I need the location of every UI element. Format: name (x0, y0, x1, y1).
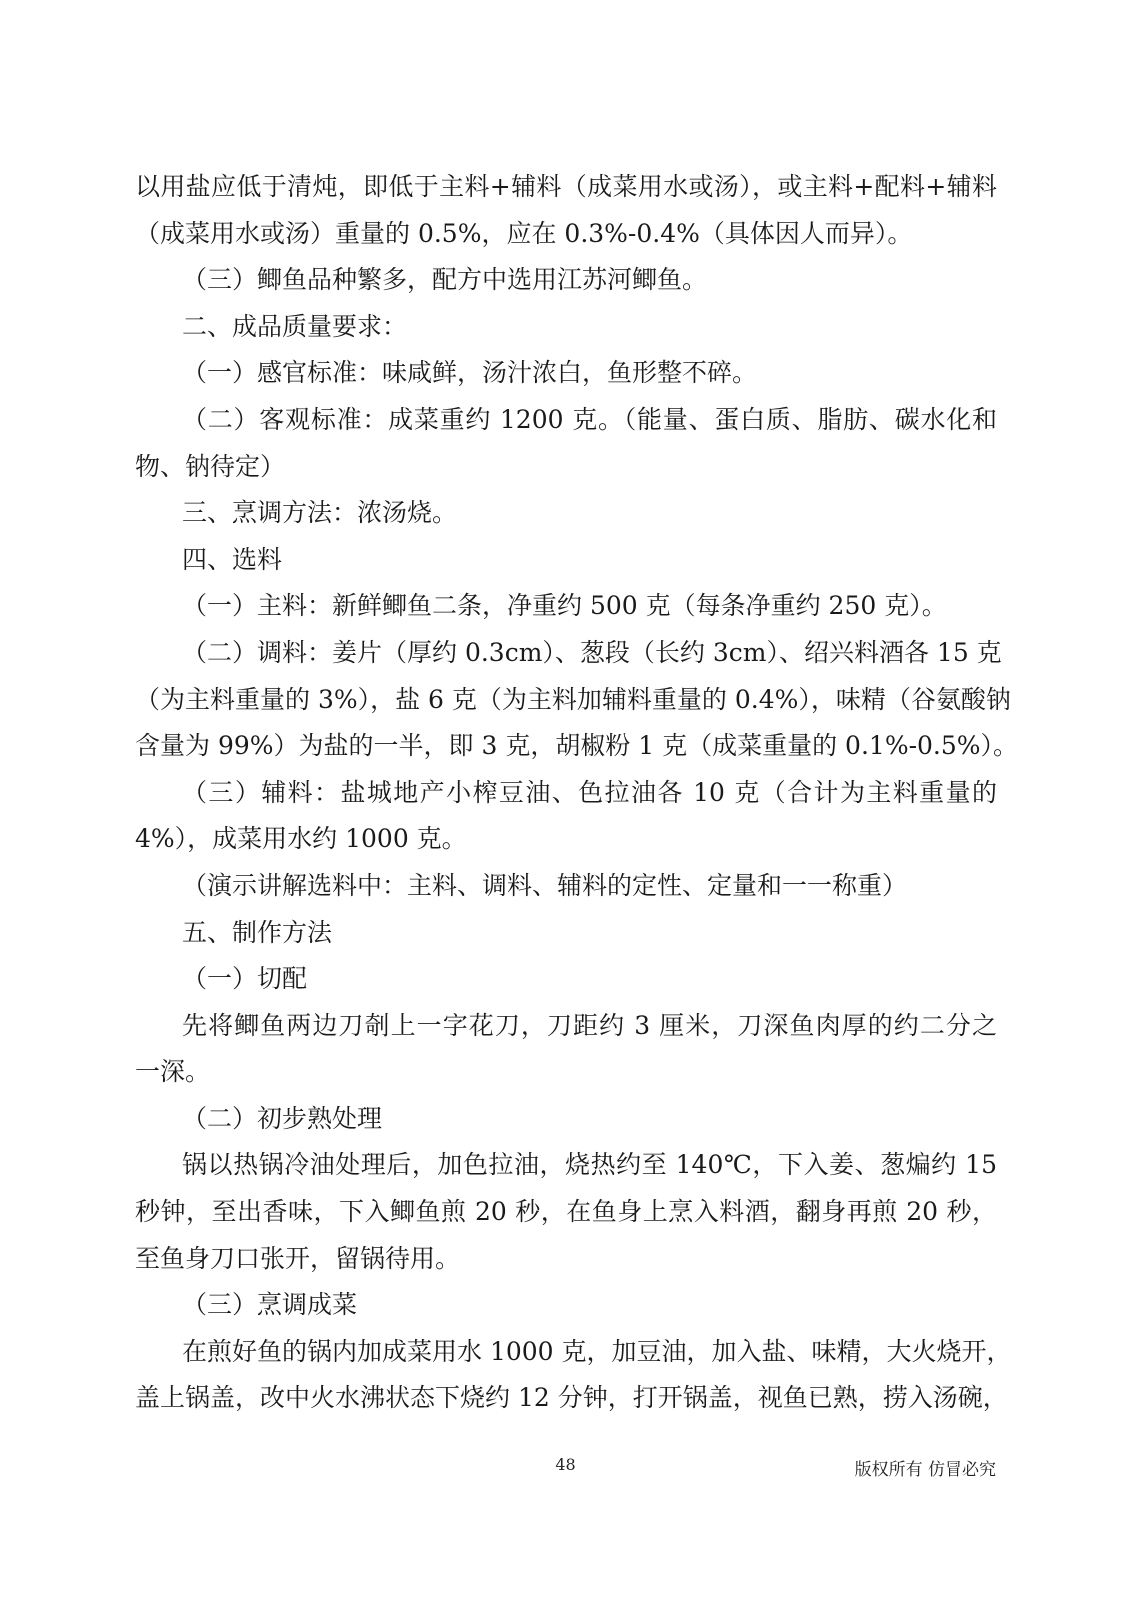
paragraph-line: （三）鲫鱼品种繁多，配方中选用江苏河鲫鱼。 (182, 265, 708, 295)
paragraph-line: 在煎好鱼的锅内加成菜用水 1000 克，加豆油，加入盐、味精，大火烧开， (182, 1336, 1012, 1366)
subsection-heading: （二）初步熟处理 (182, 1103, 383, 1133)
paragraph-line: （一）感官标准：味咸鲜，汤汁浓白，鱼形整不碎。 (182, 358, 758, 388)
section-heading: 二、成品质量要求： (182, 311, 408, 341)
paragraph-line: （二）客观标准：成菜重约 1200 克。（能量、蛋白质、脂肪、碳水化和 (182, 404, 997, 434)
paragraph-line: 含量为 99%）为盐的一半，即 3 克，胡椒粉 1 克（成菜重量的 0.1%-0.5%）。 (135, 731, 1019, 761)
copyright-notice: 版权所有 仿冒必究 (854, 1460, 996, 1480)
body-text (135, 164, 1019, 1422)
paragraph-line: 秒钟，至出香味，下入鲫鱼煎 20 秒，在鱼身上烹入料酒，翻身再煎 20 秒， (135, 1197, 997, 1227)
paragraph-line: 物、钠待定） (135, 451, 286, 481)
paragraph-line: 锅以热锅冷油处理后，加色拉油，烧热约至 140℃，下入姜、葱煸约 15 (182, 1150, 997, 1180)
paragraph-line: （为主料重量的 3%），盐 6 克（为主料加辅料重量的 0.4%），味精（谷氨酸钠 (135, 684, 1011, 714)
section-heading: 四、选料 (182, 544, 283, 574)
paragraph-line: （一）主料：新鲜鲫鱼二条，净重约 500 克（每条净重约 250 克）。 (182, 591, 947, 621)
subsection-heading: （一）切配 (182, 964, 308, 994)
paragraph-line: 4%），成菜用水约 1000 克。 (135, 824, 467, 854)
paragraph-line: （演示讲解选料中：主料、调料、辅料的定性、定量和一一称重） (182, 870, 908, 900)
paragraph-line: 以用盐应低于清炖，即低于主料+辅料（成菜用水或汤），或主料+配料+辅料 (135, 172, 997, 201)
paragraph-line: （三）辅料：盐城地产小榨豆油、色拉油各 10 克（合计为主料重量的 (182, 777, 997, 807)
paragraph-line: （成菜用水或汤）重量的 0.5%，应在 0.3%-0.4%（具体因人而异）。 (135, 218, 913, 248)
paragraph-line: 盖上锅盖，改中火水沸状态下烧约 12 分钟，打开锅盖，视鱼已熟，捞入汤碗， (135, 1383, 1008, 1413)
paragraph-line: 一深。 (135, 1057, 211, 1087)
paragraph-line: 先将鲫鱼两边刀剞上一字花刀，刀距约 3 厘米，刀深鱼肉厚的约二分之 (182, 1010, 997, 1040)
paragraph-line: （二）调料：姜片（厚约 0.3cm）、葱段（长约 3cm）、绍兴料酒各 15 克 (182, 637, 1002, 667)
paragraph-line: 至鱼身刀口张开，留锅待用。 (135, 1243, 461, 1273)
page-number: 48 (555, 1455, 576, 1474)
subsection-heading: （三）烹调成菜 (182, 1290, 358, 1320)
section-heading: 三、烹调方法：浓汤烧。 (182, 498, 458, 528)
section-heading: 五、制作方法 (182, 917, 333, 947)
